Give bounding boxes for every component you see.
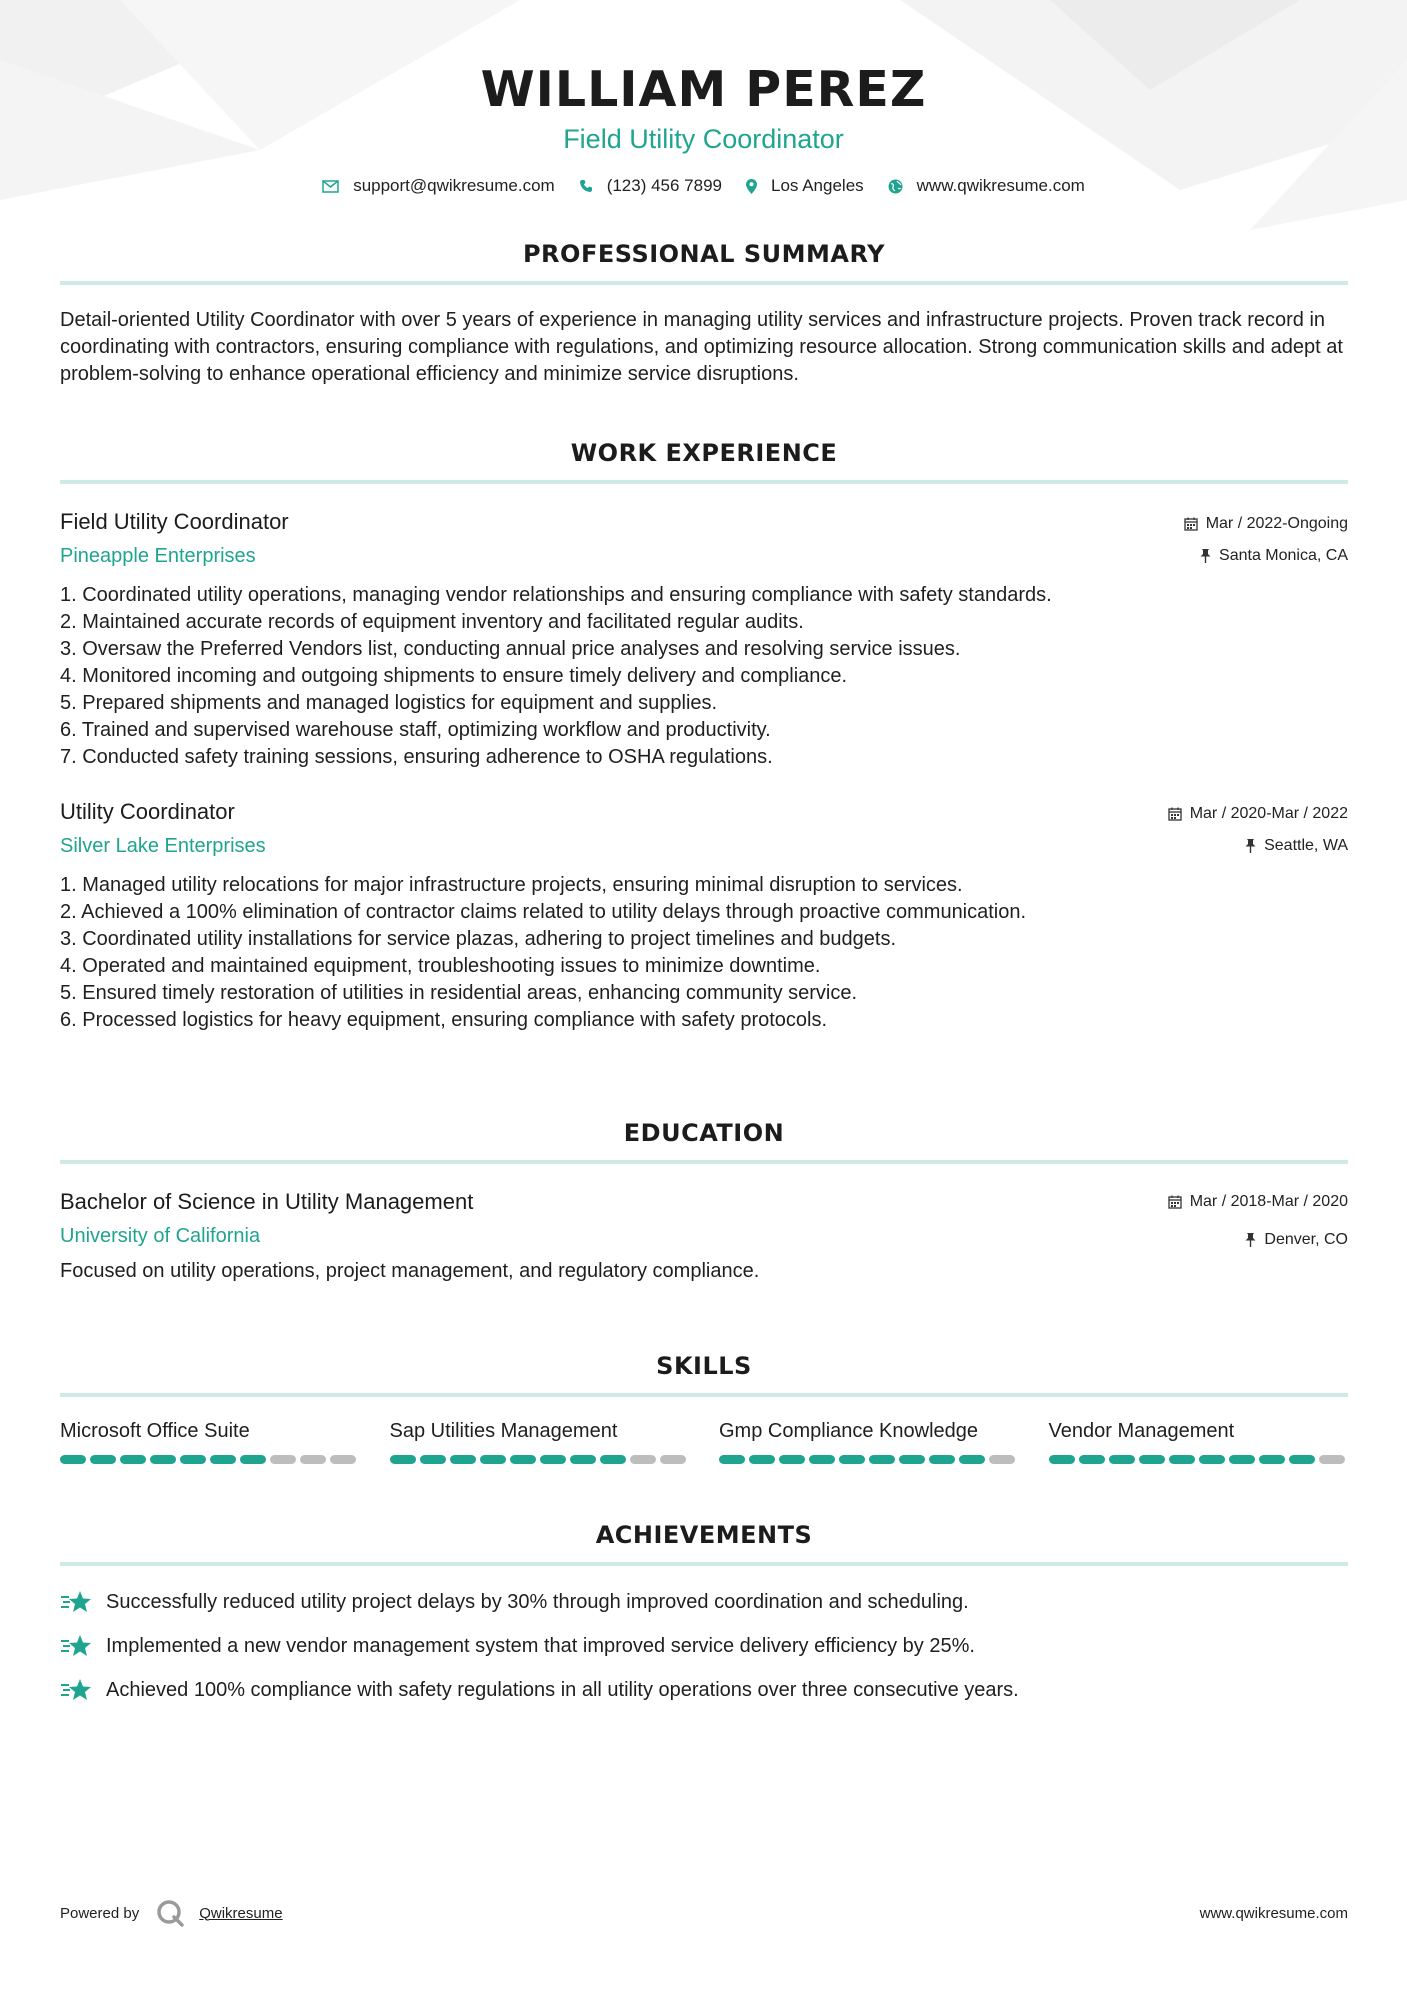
skill-level-segment — [1259, 1455, 1285, 1464]
job-bullets — [60, 872, 1348, 1034]
job-entry — [60, 508, 1348, 771]
skill-level-segment — [300, 1455, 326, 1464]
candidate-name: WILLIAM PEREZ — [480, 61, 927, 118]
phone-icon — [579, 179, 593, 193]
achievements-list — [60, 1580, 1348, 1712]
map-pin-icon — [746, 179, 757, 194]
summary-section — [60, 239, 1348, 388]
school-name: University of California — [60, 1225, 261, 1247]
company-name: Silver Lake Enterprises — [60, 835, 266, 857]
job-bullet: 2. Maintained accurate records of equipment inventory and facilitated regular audits. — [60, 611, 804, 633]
contact-location — [746, 176, 864, 196]
skill-level-segment — [1109, 1455, 1135, 1464]
achievement-text: Successfully reduced utility project delays by 30% through improved coordination and scheduling. — [106, 1590, 969, 1613]
job-bullets — [60, 582, 1348, 771]
job-date: Mar / 2022-Ongoing — [1205, 515, 1348, 532]
job-location: Santa Monica, CA — [1219, 547, 1348, 564]
candidate-title: Field Utility Coordinator — [563, 124, 844, 154]
job-header — [60, 798, 1348, 860]
job-bullet: 1. Managed utility relocations for major infrastructure projects, ensuring minimal disruption to services. — [60, 874, 963, 896]
education-description: Focused on utility operations, project management, and regulatory compliance. — [60, 1260, 760, 1282]
education-heading: EDUCATION — [623, 1119, 785, 1147]
job-bullet: 6. Processed logistics for heavy equipment, ensuring compliance with safety protocols. — [60, 1009, 828, 1031]
phone-text: (123) 456 7899 — [606, 176, 723, 195]
job-bullet: 7. Conducted safety training sessions, ensuring adherence to OSHA regulations. — [60, 746, 773, 768]
pushpin-icon — [1245, 1233, 1256, 1247]
achievement-item — [60, 1668, 1348, 1712]
education-divider — [60, 1160, 1348, 1164]
job-meta — [1184, 508, 1348, 570]
skill-name: Vendor Management — [1048, 1420, 1235, 1442]
skill-level-segment — [869, 1455, 895, 1464]
education-meta — [1168, 1188, 1348, 1250]
skill-item — [1049, 1417, 1349, 1464]
skill-level-segment — [120, 1455, 146, 1464]
location-text: Los Angeles — [771, 176, 864, 195]
skill-level-segment — [420, 1455, 446, 1464]
job-bullet: 3. Oversaw the Preferred Vendors list, conducting annual price analyses and resolving service issues. — [60, 638, 961, 660]
achievement-text: Implemented a new vendor management system that improved service delivery efficiency by 25%. — [106, 1634, 975, 1657]
skill-level-segment — [1289, 1455, 1315, 1464]
skill-item — [60, 1417, 360, 1464]
skill-level-segment — [719, 1455, 745, 1464]
skill-level-segment — [630, 1455, 656, 1464]
job-bullet: 5. Prepared shipments and managed logistics for equipment and supplies. — [60, 692, 718, 714]
skill-level-segment — [150, 1455, 176, 1464]
skill-name: Microsoft Office Suite — [60, 1420, 250, 1442]
experience-section — [60, 438, 1348, 1034]
skill-level-segment — [330, 1455, 356, 1464]
resume-header — [0, 0, 1407, 196]
skill-level-segment — [899, 1455, 925, 1464]
experience-heading: WORK EXPERIENCE — [570, 439, 838, 467]
job-bullet: 2. Achieved a 100% elimination of contractor claims related to utility delays through proactive communication. — [60, 901, 1027, 923]
skill-level-segment — [1139, 1455, 1165, 1464]
skill-name: Gmp Compliance Knowledge — [719, 1420, 979, 1442]
job-header — [60, 508, 1348, 570]
experience-divider — [60, 480, 1348, 484]
contact-email[interactable] — [322, 176, 555, 196]
skills-section — [60, 1351, 1348, 1464]
skill-level-segment — [1229, 1455, 1255, 1464]
skill-level-segment — [570, 1455, 596, 1464]
skill-level-segment — [1199, 1455, 1225, 1464]
skills-divider — [60, 1393, 1348, 1397]
skills-list — [60, 1417, 1348, 1464]
calendar-icon — [1184, 517, 1198, 531]
job-date: Mar / 2020-Mar / 2022 — [1189, 805, 1348, 822]
skill-level-segment — [839, 1455, 865, 1464]
skill-level-segment — [660, 1455, 686, 1464]
skill-level-segment — [929, 1455, 955, 1464]
company-name: Pineapple Enterprises — [60, 545, 256, 567]
contact-website[interactable] — [888, 176, 1085, 196]
summary-text: Detail-oriented Utility Coordinator with over 5 years of experience in managing utility services and infrastructure projects. Proven track record in coordinating with contractors, ensuring compliance with regulations, and optimizing resource allocation. Strong communication skills and adept at problem-solving to enhance operational efficiency and minimize service disruptions. — [60, 309, 1343, 385]
skill-level-segment — [600, 1455, 626, 1464]
skills-heading: SKILLS — [656, 1352, 752, 1380]
calendar-icon — [1168, 807, 1182, 821]
skill-level-bar — [60, 1455, 360, 1464]
pushpin-icon — [1200, 549, 1211, 563]
globe-icon — [888, 179, 903, 194]
skill-level-segment — [809, 1455, 835, 1464]
education-location: Denver, CO — [1264, 1231, 1348, 1248]
skill-level-segment — [240, 1455, 266, 1464]
skill-level-segment — [450, 1455, 476, 1464]
skill-level-segment — [180, 1455, 206, 1464]
skill-level-segment — [510, 1455, 536, 1464]
skill-level-segment — [1319, 1455, 1345, 1464]
skill-level-segment — [540, 1455, 566, 1464]
education-entry — [60, 1188, 1348, 1285]
skill-level-segment — [480, 1455, 506, 1464]
degree-title: Bachelor of Science in Utility Management — [60, 1189, 474, 1214]
skill-name: Sap Utilities Management — [389, 1420, 618, 1442]
achievements-divider — [60, 1562, 1348, 1566]
achievement-text: Achieved 100% compliance with safety regulations in all utility operations over three consecutive years. — [106, 1678, 1019, 1701]
job-entry — [60, 798, 1348, 1034]
education-date: Mar / 2018-Mar / 2020 — [1189, 1193, 1348, 1210]
skill-level-segment — [210, 1455, 236, 1464]
star-icon — [60, 1633, 92, 1659]
job-location: Seattle, WA — [1264, 837, 1348, 854]
summary-heading: PROFESSIONAL SUMMARY — [522, 240, 886, 268]
skill-level-bar — [719, 1455, 1019, 1464]
skill-level-segment — [959, 1455, 985, 1464]
skill-level-segment — [1079, 1455, 1105, 1464]
skill-item — [390, 1417, 690, 1464]
skill-level-bar — [1049, 1455, 1349, 1464]
website-text: www.qwikresume.com — [916, 176, 1085, 195]
job-title: Field Utility Coordinator — [60, 509, 289, 534]
skill-level-segment — [60, 1455, 86, 1464]
job-title: Utility Coordinator — [60, 799, 235, 824]
skill-level-segment — [1169, 1455, 1195, 1464]
qwikresume-link[interactable]: Qwikresume — [199, 1904, 283, 1922]
skill-level-bar — [390, 1455, 690, 1464]
skill-level-segment — [270, 1455, 296, 1464]
footer-website[interactable]: www.qwikresume.com — [1199, 1904, 1348, 1922]
skill-item — [719, 1417, 1019, 1464]
envelope-icon — [322, 180, 339, 193]
skill-level-segment — [779, 1455, 805, 1464]
job-bullet: 5. Ensured timely restoration of utilities in residential areas, enhancing community service. — [60, 982, 858, 1004]
job-bullet: 1. Coordinated utility operations, managing vendor relationships and ensuring compliance with safety standards. — [60, 584, 1052, 606]
star-icon — [60, 1677, 92, 1703]
education-section — [60, 1118, 1348, 1285]
calendar-icon — [1168, 1195, 1182, 1209]
summary-divider — [60, 281, 1348, 285]
contact-phone[interactable] — [579, 176, 722, 196]
contact-bar — [0, 176, 1407, 196]
skill-level-segment — [1049, 1455, 1075, 1464]
job-bullet: 3. Coordinated utility installations for service plazas, adhering to project timelines and budgets. — [60, 928, 897, 950]
job-meta — [1168, 798, 1348, 860]
achievement-item — [60, 1580, 1348, 1624]
email-text: support@qwikresume.com — [353, 176, 555, 195]
star-icon — [60, 1589, 92, 1615]
powered-by-label: Powered by — [60, 1904, 140, 1922]
skill-level-segment — [390, 1455, 416, 1464]
pushpin-icon — [1245, 839, 1256, 853]
job-bullet: 4. Operated and maintained equipment, troubleshooting issues to minimize downtime. — [60, 955, 821, 977]
skill-level-segment — [749, 1455, 775, 1464]
achievements-section — [60, 1520, 1348, 1712]
qwikresume-logo-icon — [155, 1898, 185, 1928]
page-footer — [60, 1898, 1348, 1928]
job-bullet: 6. Trained and supervised warehouse staff, optimizing workflow and productivity. — [60, 719, 771, 741]
skill-level-segment — [90, 1455, 116, 1464]
job-bullet: 4. Monitored incoming and outgoing shipments to ensure timely delivery and compliance. — [60, 665, 848, 687]
achievements-heading: ACHIEVEMENTS — [595, 1521, 813, 1549]
achievement-item — [60, 1624, 1348, 1668]
powered-by — [60, 1898, 283, 1928]
skill-level-segment — [989, 1455, 1015, 1464]
